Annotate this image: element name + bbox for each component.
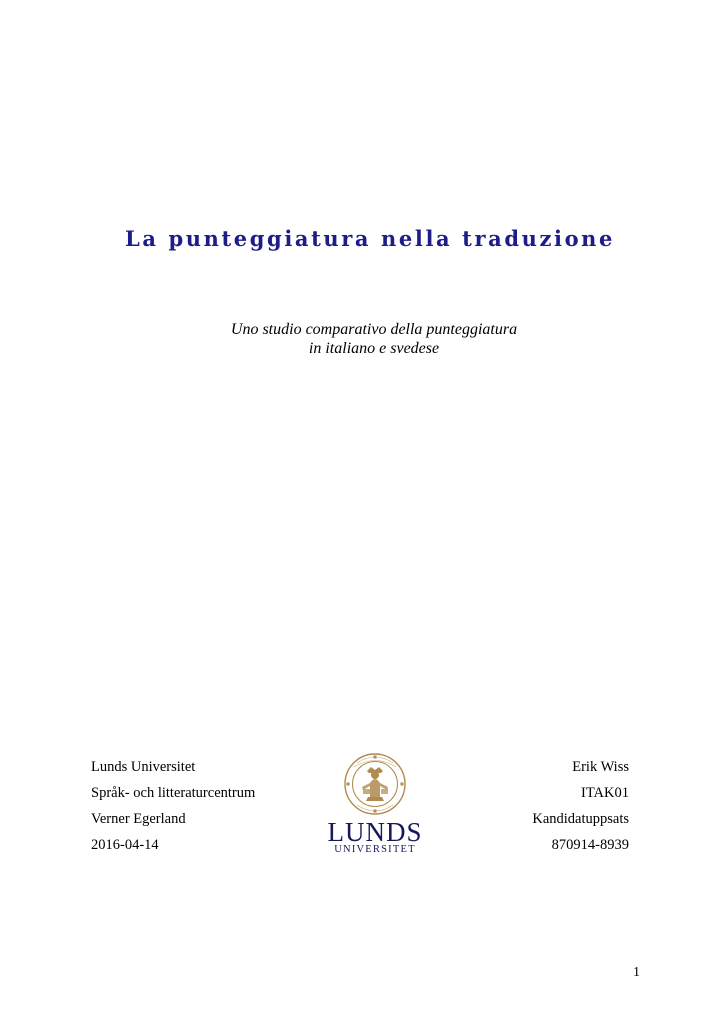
submission-date: 2016-04-14	[91, 837, 159, 853]
department-name: Språk- och litteraturcentrum	[91, 785, 256, 801]
subtitle-line-2: in italiano e svedese	[308, 340, 440, 357]
university-name: Lunds Universitet	[91, 759, 196, 775]
personal-number: 870914-8939	[551, 837, 629, 853]
document-subtitle	[0, 320, 724, 358]
university-info	[91, 757, 255, 861]
logo-wordmark-lunds: LUNDS	[327, 817, 423, 847]
logo-wordmark-universitet: UNIVERSITET	[334, 844, 416, 855]
university-logo	[326, 753, 424, 857]
subtitle-line-1: Uno studio comparativo della punteggiatura	[230, 321, 518, 338]
course-code: ITAK01	[581, 785, 629, 801]
lunds-university-seal-icon	[326, 753, 424, 821]
supervisor-name: Verner Egerland	[91, 811, 186, 827]
page-number: 1	[633, 965, 640, 980]
author-info	[532, 757, 629, 861]
author-name: Erik Wiss	[572, 759, 629, 775]
svg-text:·: ·	[350, 762, 356, 769]
thesis-type: Kandidatuppsats	[532, 811, 629, 827]
document-title: La punteggiatura nella traduzione	[124, 226, 616, 251]
